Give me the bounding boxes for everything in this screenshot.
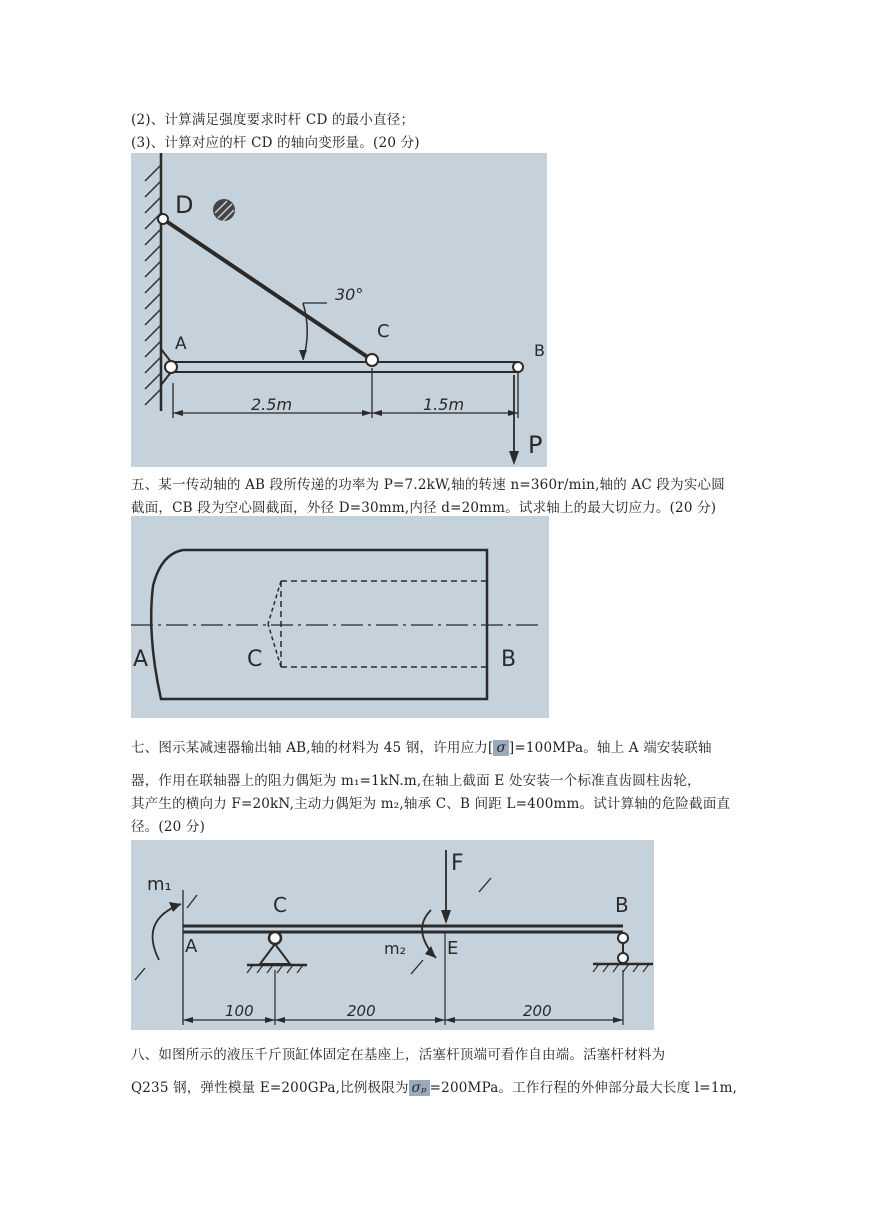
text-line-10-start: Q235 钢，弹性模量 E=200GPa,比例极限为 — [131, 1080, 409, 1096]
figure-truss — [131, 153, 547, 467]
label-dim-1: 2.5m — [251, 395, 293, 414]
label-dim-1: 100 — [225, 1002, 254, 1020]
figure-beam — [131, 840, 654, 1030]
text-line-6: 器，作用在联轴器上的阻力偶矩为 m₁=1kN.m,在轴上截面 E 处安装一个标准直齿圆柱齿轮， — [131, 773, 701, 789]
text-line-10 — [131, 1076, 737, 1096]
label-B: B — [615, 893, 629, 917]
label-m1: m₁ — [147, 874, 172, 895]
text-line-10-end: =200MPa。工作行程的外伸部分最大长度 l=1m, — [429, 1080, 738, 1096]
label-angle: 30° — [335, 285, 364, 304]
text-line-2: (3)、计算对应的杆 CD 的轴向变形量。(20 分) — [131, 135, 420, 151]
label-A: A — [185, 936, 198, 957]
label-A: A — [133, 647, 149, 672]
text-line-5-start: 七、图示某减速器输出轴 AB,轴的材料为 45 钢，许用应力[ — [131, 740, 494, 756]
sigma-symbol: σ — [493, 740, 508, 756]
text-line-5-end: ]=100MPa。轴上 A 端安装联轴 — [508, 740, 712, 756]
label-C: C — [377, 321, 390, 342]
text-line-8: 径。(20 分) — [131, 819, 206, 835]
label-B: B — [501, 647, 517, 672]
text-line-5 — [131, 736, 712, 756]
text-line-9: 八、如图所示的液压千斤顶缸体固定在基座上，活塞杆顶端可看作自由端。活塞杆材料为 — [131, 1047, 666, 1063]
label-C: C — [273, 893, 287, 917]
label-B: B — [534, 341, 545, 360]
text-line-3: 五、某一传动轴的 AB 段所传递的功率为 P=7.2kW,轴的转速 n=360r/min,轴的 AC 段为实心圆 — [131, 477, 725, 493]
label-dim-3: 200 — [523, 1002, 552, 1020]
label-F: F — [451, 851, 464, 876]
text-line-1: (2)、计算满足强度要求时杆 CD 的最小直径； — [131, 112, 415, 128]
label-dim-2: 1.5m — [423, 395, 465, 414]
label-P: P — [528, 431, 543, 459]
text-line-4: 截面，CB 段为空心圆截面，外径 D=30mm,内径 d=20mm。试求轴上的最大切应力。(20 分) — [131, 500, 717, 516]
label-E: E — [447, 938, 459, 959]
label-dim-2: 200 — [347, 1002, 376, 1020]
shaft-diagram — [131, 516, 549, 718]
figure-shaft — [131, 516, 549, 718]
beam-diagram — [131, 840, 654, 1030]
label-C: C — [247, 647, 263, 672]
sigma-p-symbol: σₚ — [409, 1080, 430, 1096]
label-A: A — [175, 334, 187, 354]
truss-diagram — [131, 153, 547, 467]
label-m2: m₂ — [384, 939, 406, 958]
label-D: D — [175, 191, 194, 219]
text-line-7: 其产生的横向力 F=20kN,主动力偶矩为 m₂,轴承 C、B 间距 L=400mm。试计算轴的危险截面直 — [131, 796, 731, 812]
